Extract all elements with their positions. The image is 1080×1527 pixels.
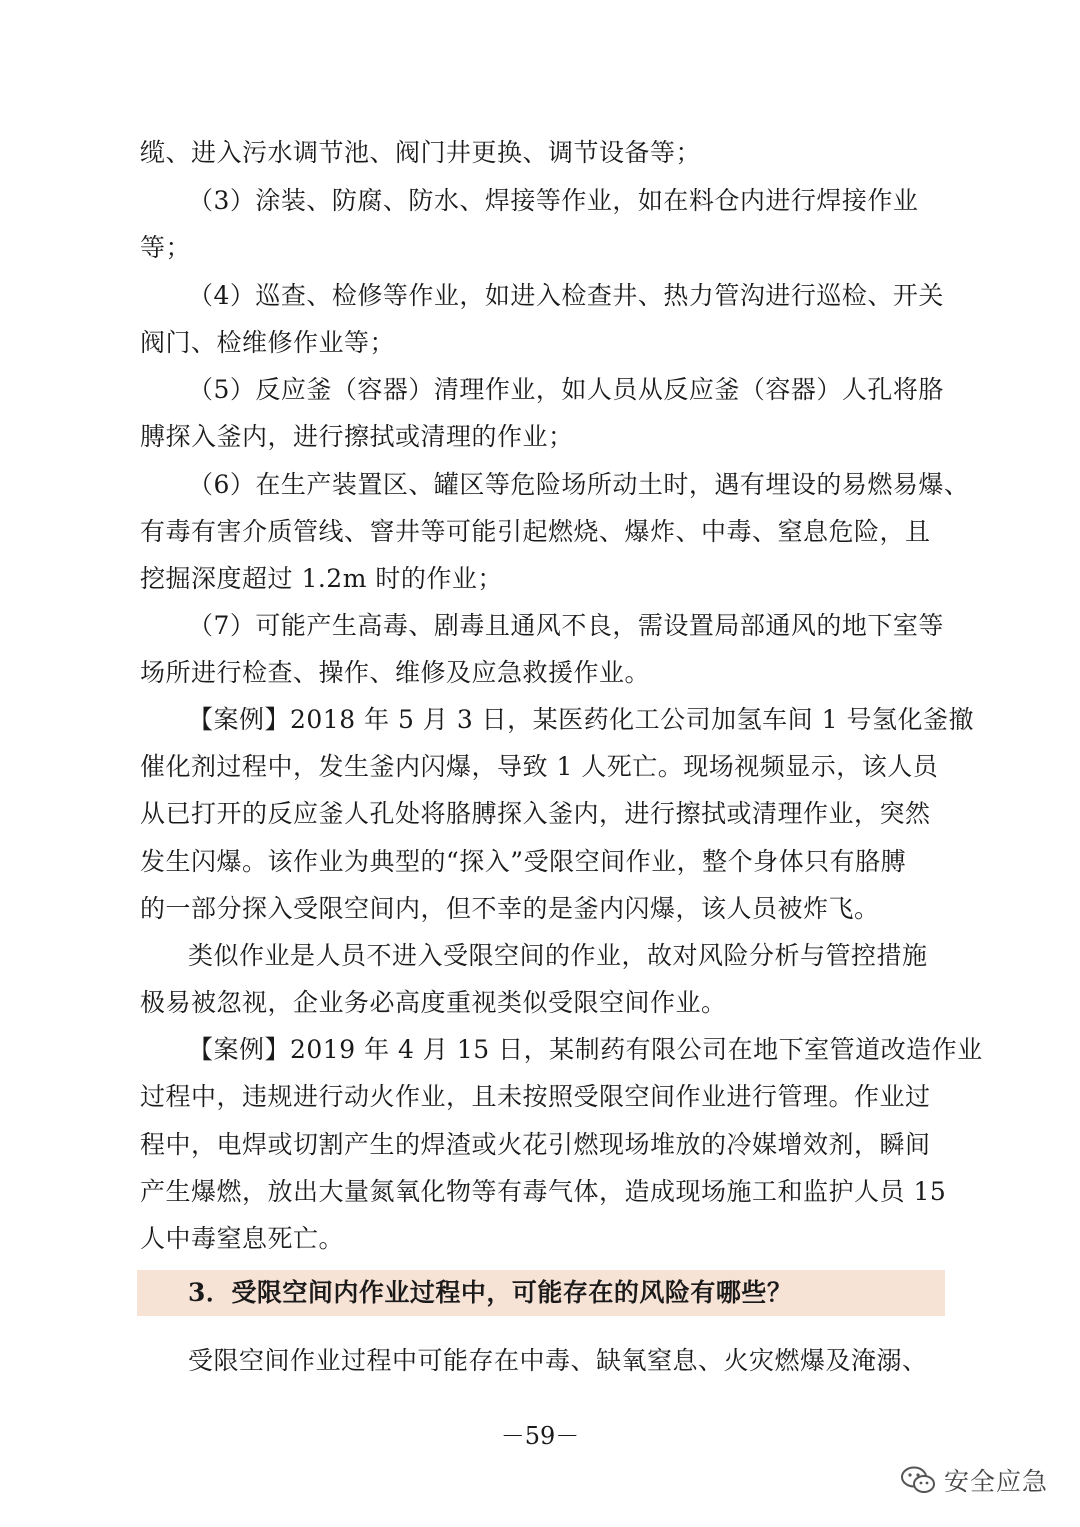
case-paragraph-1: 【案例】2018 年 5 月 3 日，某医药化工公司加氢车间 1 号氢化釜撤 [188,705,974,734]
list-item-5: （5）反应釜（容器）清理作业，如人员从反应釜（容器）人孔将胳 [188,375,944,404]
body-line: 产生爆燃，放出大量氮氧化物等有毒气体，造成现场施工和监护人员 15 [140,1177,947,1206]
list-item-6: （6）在生产装置区、罐区等危险场所动土时，遇有埋设的易燃易爆、 [188,470,970,499]
body-line: 阀门、检维修作业等； [140,328,396,357]
body-line: 的一部分探入受限空间内，但不幸的是釜内闪爆，该人员被炸飞。 [140,894,880,923]
section-heading: 3．受限空间内作业过程中，可能存在的风险有哪些？ [188,1278,793,1307]
body-line: 受限空间作业过程中可能存在中毒、缺氧窒息、火灾燃爆及淹溺、 [188,1346,928,1375]
list-item-7: （7）可能产生高毒、剧毒且通风不良，需设置局部通风的地下室等 [188,611,944,640]
page-number: －59－ [500,1422,580,1450]
body-line: 缆、进入污水调节池、阀门井更换、调节设备等； [140,138,702,167]
body-line: 极易被忽视，企业务必高度重视类似受限空间作业。 [140,988,727,1017]
body-line: 场所进行检查、操作、维修及应急救援作业。 [140,658,651,687]
body-line: 有毒有害介质管线、窨井等可能引起燃烧、爆炸、中毒、窒息危险，且 [140,517,931,546]
list-item-3: （3）涂装、防腐、防水、焊接等作业，如在料仓内进行焊接作业 [188,186,919,215]
body-line: 过程中，违规进行动火作业，且未按照受限空间作业进行管理。作业过 [140,1082,931,1111]
watermark [900,1458,1048,1502]
body-line: 从已打开的反应釜人孔处将胳膊探入釜内，进行擦拭或清理作业，突然 [140,799,931,828]
list-item-4: （4）巡查、检修等作业，如进入检查井、热力管沟进行巡检、开关 [188,281,944,310]
note-paragraph: 类似作业是人员不进入受限空间的作业，故对风险分析与管控措施 [188,941,928,970]
body-line: 等； [140,233,192,262]
body-line: 膊探入釜内，进行擦拭或清理的作业； [140,422,574,451]
body-line: 催化剂过程中，发生釜内闪爆，导致 1 人死亡。现场视频显示，该人员 [140,752,939,781]
case-paragraph-2: 【案例】2019 年 4 月 15 日，某制药有限公司在地下室管道改造作业 [188,1035,983,1064]
body-line: 发生闪爆。该作业为典型的“探入”受限空间作业，整个身体只有胳膊 [140,847,907,876]
wechat-icon [900,1465,936,1495]
body-line: 挖掘深度超过 1.2m 时的作业； [140,564,503,593]
watermark-text: 安全应急 [944,1467,1049,1496]
body-line: 程中，电焊或切割产生的焊渣或火花引燃现场堆放的冷媒增效剂，瞬间 [140,1130,931,1159]
body-line: 人中毒窒息死亡。 [140,1224,345,1253]
